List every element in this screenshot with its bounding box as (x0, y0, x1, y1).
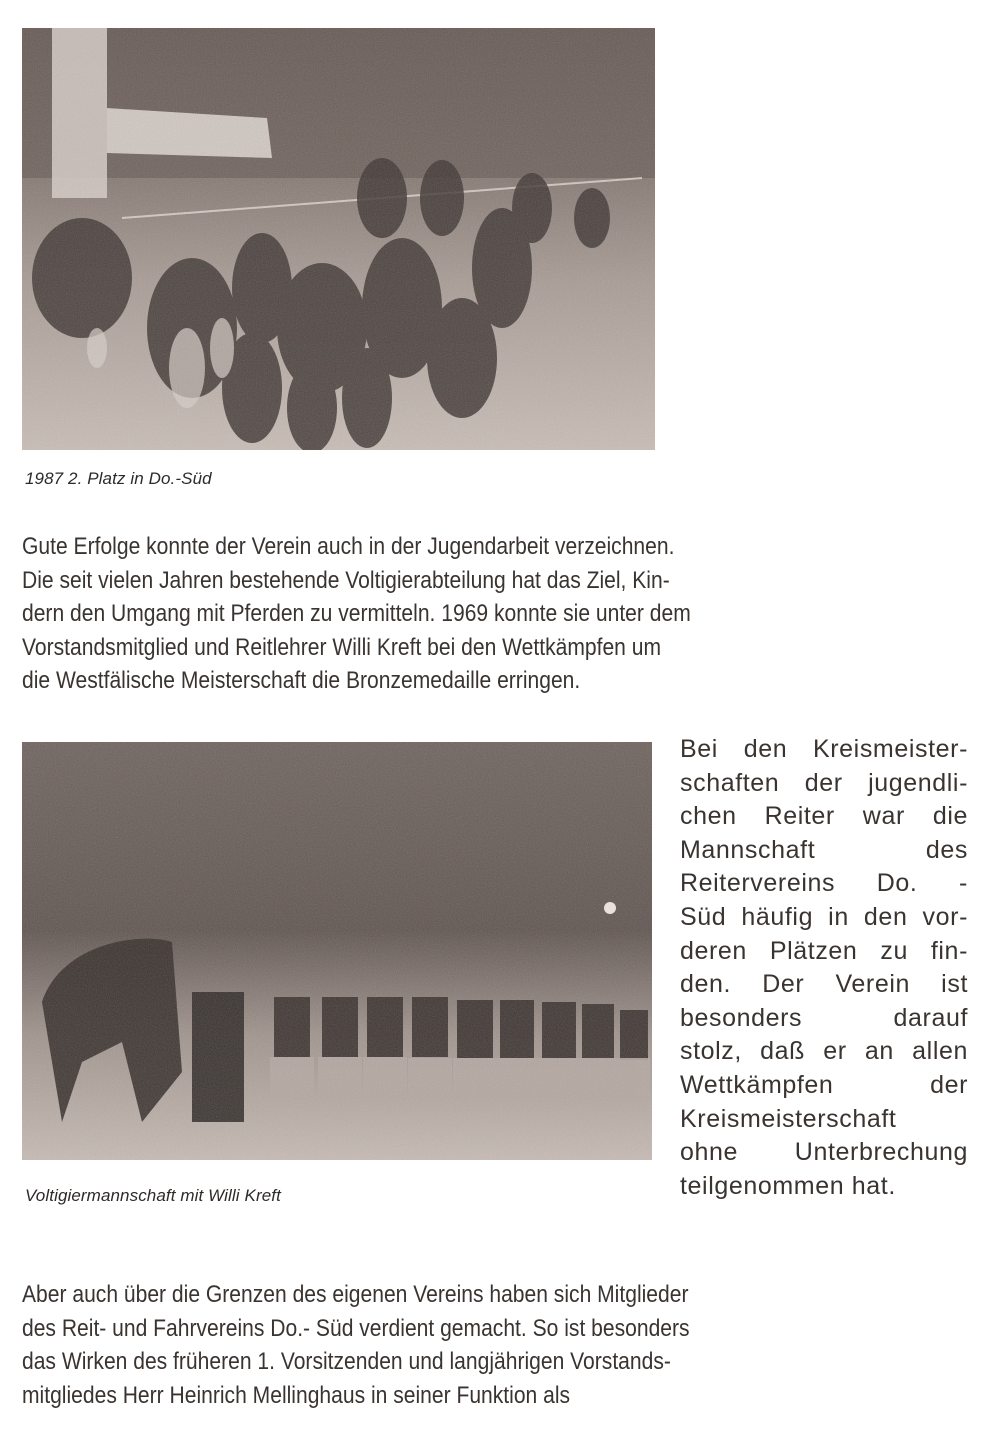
text-line: ohne Unterbrechung (680, 1138, 968, 1167)
text-line: stolz, daß er an allen (680, 1037, 968, 1066)
photo-vaulting-team-image (22, 742, 652, 1160)
body-paragraph-championships (680, 733, 968, 1203)
text-line: Reitervereins Do. - (680, 869, 968, 898)
text-line: besonders darauf (680, 1003, 968, 1032)
photo-caption: 1987 2. Platz in Do.-Süd (25, 469, 212, 488)
text-line: mitgliedes Herr Heinrich Mellinghaus in seiner Funktion als (22, 1381, 571, 1409)
photo-riders-parade-image (22, 28, 655, 450)
photo-riders-parade (22, 28, 655, 450)
text-line: teilgenommen hat. (680, 1171, 896, 1200)
text-line: die Westfälische Meisterschaft die Bronzemedaille erringen. (22, 667, 581, 694)
text-line: den. Der Verein ist (680, 970, 968, 999)
text-line: Wettkämpfen der (680, 1070, 968, 1099)
text-line: Gute Erfolge konnte der Verein auch in der Jugendarbeit verzeichnen. (22, 533, 675, 560)
text-line: Mannschaft des (680, 835, 968, 864)
text-line: des Reit- und Fahrvereins Do.- Süd verdient gemacht. So ist besonders (22, 1314, 690, 1342)
text-line: Süd häufig in den vor- (680, 902, 968, 931)
photo-caption: Voltigiermannschaft mit Willi Kreft (25, 1186, 281, 1205)
text-line: Bei den Kreismeister- (680, 735, 968, 763)
body-paragraph-members (22, 1278, 972, 1412)
text-line: Aber auch über die Grenzen des eigenen Vereins haben sich Mitglieder (22, 1281, 689, 1308)
text-line: Die seit vielen Jahren bestehende Voltigierabteilung hat das Ziel, Kin- (22, 566, 670, 594)
text-line: chen Reiter war die (680, 802, 968, 831)
photo-vaulting-team (22, 742, 652, 1160)
text-line: dern den Umgang mit Pferden zu vermitteln. 1969 konnte sie unter dem (22, 600, 691, 627)
text-line: das Wirken des früheren 1. Vorsitzenden und langjährigen Vorstands- (22, 1348, 671, 1375)
text-line: schaften der jugendli- (680, 768, 968, 797)
text-line: deren Plätzen zu fin- (680, 936, 968, 965)
text-line: Vorstandsmitglied und Reitlehrer Willi Kreft bei den Wettkämpfen um (22, 633, 662, 661)
body-paragraph-youth (22, 530, 972, 698)
text-line: Kreismeisterschaft (680, 1104, 897, 1133)
